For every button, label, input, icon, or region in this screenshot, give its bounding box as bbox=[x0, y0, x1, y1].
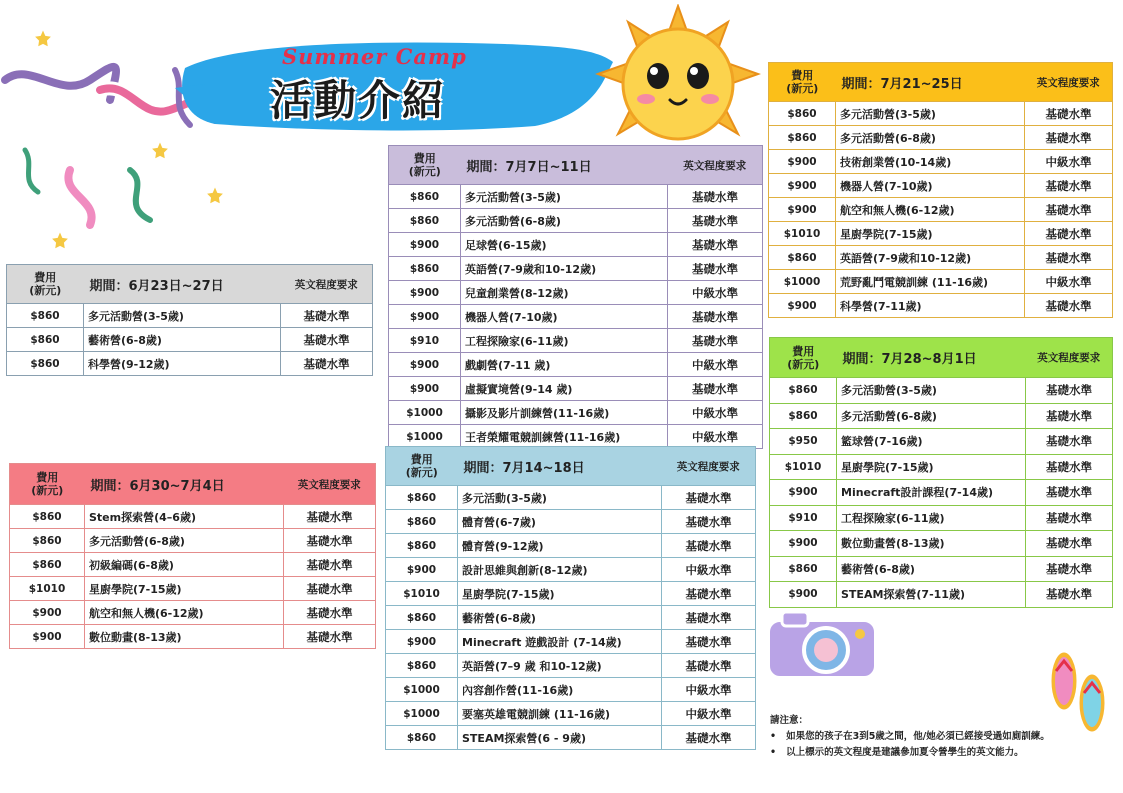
level-cell: 基礎水準 bbox=[662, 630, 756, 654]
table-row bbox=[770, 556, 1113, 582]
level-cell: 基礎水準 bbox=[1026, 556, 1113, 582]
level-cell: 基礎水準 bbox=[1026, 454, 1113, 480]
table-row bbox=[7, 328, 373, 352]
fee-cell: $860 bbox=[7, 352, 84, 376]
level-cell: 中級水準 bbox=[668, 425, 763, 449]
table-row bbox=[10, 625, 376, 649]
camp-name-cell: 數位動畫(8-13歲) bbox=[85, 625, 284, 649]
level-header: 英文程度要求 bbox=[294, 278, 358, 291]
fee-cell: $860 bbox=[389, 209, 461, 233]
level-cell: 基礎水準 bbox=[1025, 174, 1113, 198]
camp-name-cell: 藝術營(6-8歲) bbox=[458, 606, 662, 630]
fee-cell: $900 bbox=[389, 281, 461, 305]
table-row bbox=[389, 209, 763, 233]
level-cell: 基礎水準 bbox=[1026, 505, 1113, 531]
level-cell: 基礎水準 bbox=[1025, 126, 1113, 150]
table-row bbox=[769, 222, 1113, 246]
fee-cell: $1010 bbox=[770, 454, 837, 480]
camp-name-cell: 藝術營(6-8歲) bbox=[84, 328, 281, 352]
fee-cell: $900 bbox=[770, 480, 837, 506]
level-cell: 基礎水準 bbox=[1026, 403, 1113, 429]
table-row bbox=[386, 606, 756, 630]
table-row bbox=[386, 534, 756, 558]
table-row bbox=[769, 102, 1113, 126]
camp-name-cell: 英語營(7-9歲和10-12歲) bbox=[836, 246, 1025, 270]
table-row bbox=[386, 630, 756, 654]
fee-cell: $1000 bbox=[389, 425, 461, 449]
level-cell: 基礎水準 bbox=[1026, 531, 1113, 557]
camp-name-cell: 體育營(6-7歲) bbox=[458, 510, 662, 534]
fee-cell: $860 bbox=[770, 403, 837, 429]
camp-name-cell: 虛擬實境營(9-14 歲) bbox=[461, 377, 668, 401]
camp-name-cell: 機器人營(7-10歲) bbox=[461, 305, 668, 329]
fee-cell: $900 bbox=[769, 174, 836, 198]
fee-cell: $900 bbox=[386, 630, 458, 654]
fee-cell: $860 bbox=[10, 529, 85, 553]
schedule-table-jul14 bbox=[385, 446, 756, 750]
table-row bbox=[769, 270, 1113, 294]
fee-cell: $900 bbox=[770, 582, 837, 608]
level-cell: 基礎水準 bbox=[284, 553, 376, 577]
camp-name-cell: STEAM探索營(7-11歲) bbox=[837, 582, 1026, 608]
camp-name-cell: 多元活動(3-5歲) bbox=[458, 486, 662, 510]
notes-heading: 請注意： bbox=[770, 715, 809, 726]
table-row bbox=[10, 505, 376, 529]
level-cell: 基礎水準 bbox=[284, 529, 376, 553]
camera-icon bbox=[764, 608, 884, 680]
table-row bbox=[389, 401, 763, 425]
table-row bbox=[770, 378, 1113, 404]
level-cell: 基礎水準 bbox=[668, 329, 763, 353]
camp-name-cell: 多元活動營(3-5歲) bbox=[84, 304, 281, 328]
level-cell: 基礎水準 bbox=[1025, 222, 1113, 246]
camp-name-cell: 多元活動營(3-5歲) bbox=[837, 378, 1026, 404]
table-row bbox=[386, 678, 756, 702]
level-header: 英文程度要求 bbox=[1037, 352, 1101, 364]
period-header: 期間：6月30~7月4日 bbox=[90, 478, 225, 494]
camp-name-cell: Minecraft設計課程(7-14歲) bbox=[837, 480, 1026, 506]
fee-cell: $860 bbox=[386, 654, 458, 678]
note-item: • 以上標示的英文程度是建議參加夏令營學生的英文能力。 bbox=[770, 747, 1024, 758]
period-header: 期間：7月14~18日 bbox=[463, 460, 585, 476]
fee-cell: $1010 bbox=[386, 582, 458, 606]
fee-cell: $1000 bbox=[389, 401, 461, 425]
table-row bbox=[386, 726, 756, 750]
page-title: 活動介紹 bbox=[270, 76, 447, 125]
level-cell: 中級水準 bbox=[1025, 270, 1113, 294]
level-cell: 基礎水準 bbox=[662, 606, 756, 630]
table-row bbox=[389, 233, 763, 257]
level-cell: 基礎水準 bbox=[281, 328, 373, 352]
table-row bbox=[769, 246, 1113, 270]
camp-name-cell: 機器人營(7-10歲) bbox=[836, 174, 1025, 198]
fee-cell: $860 bbox=[10, 553, 85, 577]
level-cell: 基礎水準 bbox=[1026, 378, 1113, 404]
table-row bbox=[386, 654, 756, 678]
level-cell: 基礎水準 bbox=[668, 305, 763, 329]
fee-cell: $1000 bbox=[386, 702, 458, 726]
table-row bbox=[770, 531, 1113, 557]
level-cell: 中級水準 bbox=[668, 401, 763, 425]
camp-name-cell: 多元活動營(6-8歲) bbox=[837, 403, 1026, 429]
level-cell: 基礎水準 bbox=[1026, 582, 1113, 608]
table-row bbox=[770, 429, 1113, 455]
level-cell: 基礎水準 bbox=[668, 185, 763, 209]
camp-name-cell: 王者榮耀電競訓練營(11-16歲) bbox=[461, 425, 668, 449]
table-row bbox=[770, 480, 1113, 506]
camp-name-cell: Stem探索營(4–6歲) bbox=[85, 505, 284, 529]
table-row bbox=[389, 377, 763, 401]
camp-name-cell: 設計思維與創新(8-12歲) bbox=[458, 558, 662, 582]
camp-name-cell: 多元活動營(6-8歲) bbox=[461, 209, 668, 233]
level-cell: 基礎水準 bbox=[1025, 246, 1113, 270]
fee-cell: $910 bbox=[770, 505, 837, 531]
camp-name-cell: Minecraft 遊戲設計 (7-14歲) bbox=[458, 630, 662, 654]
camp-name-cell: 星廚學院(7-15歲) bbox=[85, 577, 284, 601]
level-cell: 基礎水準 bbox=[662, 654, 756, 678]
fee-cell: $860 bbox=[769, 126, 836, 150]
table-row bbox=[10, 577, 376, 601]
fee-cell: $900 bbox=[389, 305, 461, 329]
fee-cell: $900 bbox=[769, 198, 836, 222]
level-cell: 基礎水準 bbox=[668, 257, 763, 281]
level-cell: 中級水準 bbox=[662, 558, 756, 582]
fee-cell: $1000 bbox=[386, 678, 458, 702]
level-cell: 基礎水準 bbox=[662, 726, 756, 750]
fee-cell: $860 bbox=[389, 185, 461, 209]
table-row bbox=[769, 294, 1113, 318]
camp-name-cell: 多元活動營(3-5歲) bbox=[836, 102, 1025, 126]
table-row bbox=[389, 281, 763, 305]
fee-cell: $860 bbox=[386, 726, 458, 750]
fee-cell: $860 bbox=[389, 257, 461, 281]
summer-camp-heading: Summer Camp bbox=[282, 44, 467, 69]
table-row bbox=[770, 582, 1113, 608]
period-header: 期間：7月21~25日 bbox=[841, 76, 963, 92]
fee-cell: $900 bbox=[389, 353, 461, 377]
schedule-table-jun30 bbox=[9, 463, 376, 649]
camp-name-cell: 戲劇營(7-11 歲) bbox=[461, 353, 668, 377]
camp-name-cell: 攝影及影片訓練營(11-16歲) bbox=[461, 401, 668, 425]
level-cell: 基礎水準 bbox=[662, 486, 756, 510]
table-row bbox=[10, 601, 376, 625]
level-cell: 基礎水準 bbox=[281, 304, 373, 328]
table-row bbox=[770, 505, 1113, 531]
schedule-table-jun23 bbox=[6, 264, 373, 376]
table-row bbox=[386, 582, 756, 606]
schedule-table-jul7 bbox=[388, 145, 763, 449]
table-row bbox=[386, 486, 756, 510]
table-row bbox=[389, 329, 763, 353]
camp-name-cell: 星廚學院(7-15歲) bbox=[837, 454, 1026, 480]
camp-name-cell: 英語營(7–9 歲 和10-12歲) bbox=[458, 654, 662, 678]
camp-name-cell: 足球營(6-15歲) bbox=[461, 233, 668, 257]
period-header: 期間：7月7日~11日 bbox=[466, 159, 592, 175]
fee-cell: $1000 bbox=[769, 270, 836, 294]
level-header: 英文程度要求 bbox=[683, 159, 747, 172]
table-row bbox=[769, 126, 1113, 150]
camp-name-cell: 多元活動營(6-8歲) bbox=[85, 529, 284, 553]
camp-name-cell: 多元活動營(6-8歲) bbox=[836, 126, 1025, 150]
sun-illustration bbox=[588, 4, 768, 154]
fee-cell: $860 bbox=[769, 102, 836, 126]
fee-cell: $860 bbox=[7, 328, 84, 352]
notes-section bbox=[770, 713, 1050, 761]
fee-cell: $950 bbox=[770, 429, 837, 455]
fee-cell: $900 bbox=[770, 531, 837, 557]
camp-name-cell: 星廚學院(7-15歲) bbox=[836, 222, 1025, 246]
camp-name-cell: 藝術營(6-8歲) bbox=[837, 556, 1026, 582]
fee-header: 費用 (新元) bbox=[787, 344, 820, 371]
level-cell: 中級水準 bbox=[668, 353, 763, 377]
fee-header: 費用 (新元) bbox=[405, 453, 438, 479]
level-cell: 基礎水準 bbox=[284, 625, 376, 649]
level-cell: 基礎水準 bbox=[284, 577, 376, 601]
table-row bbox=[386, 510, 756, 534]
table-row bbox=[389, 353, 763, 377]
camp-name-cell: 航空和無人機(6-12歲) bbox=[85, 601, 284, 625]
level-cell: 基礎水準 bbox=[284, 505, 376, 529]
level-cell: 基礎水準 bbox=[668, 209, 763, 233]
level-cell: 基礎水準 bbox=[1025, 198, 1113, 222]
schedule-table-jul21 bbox=[768, 62, 1113, 318]
camp-name-cell: 工程探險家(6-11歲) bbox=[837, 505, 1026, 531]
level-cell: 基礎水準 bbox=[1026, 429, 1113, 455]
camp-name-cell: 工程探險家(6-11歲) bbox=[461, 329, 668, 353]
table-row bbox=[389, 257, 763, 281]
camp-name-cell: 籃球營(7-16歲) bbox=[837, 429, 1026, 455]
fee-header: 費用 (新元) bbox=[786, 69, 819, 95]
fee-cell: $860 bbox=[770, 378, 837, 404]
camp-name-cell: 科學營(9-12歲) bbox=[84, 352, 281, 376]
level-cell: 基礎水準 bbox=[1025, 102, 1113, 126]
fee-cell: $910 bbox=[389, 329, 461, 353]
fee-cell: $900 bbox=[10, 625, 85, 649]
fee-cell: $860 bbox=[386, 534, 458, 558]
table-row bbox=[386, 558, 756, 582]
level-header: 英文程度要求 bbox=[676, 460, 740, 473]
fee-cell: $900 bbox=[386, 558, 458, 582]
level-cell: 基礎水準 bbox=[662, 510, 756, 534]
level-cell: 中級水準 bbox=[662, 678, 756, 702]
table-row bbox=[769, 174, 1113, 198]
level-cell: 基礎水準 bbox=[284, 601, 376, 625]
fee-cell: $900 bbox=[389, 377, 461, 401]
table-row bbox=[386, 702, 756, 726]
flip-flops-icon bbox=[1044, 645, 1114, 740]
camp-name-cell: 多元活動營(3-5歲) bbox=[461, 185, 668, 209]
fee-header: 費用 (新元) bbox=[408, 152, 441, 178]
fee-cell: $900 bbox=[389, 233, 461, 257]
level-cell: 基礎水準 bbox=[668, 233, 763, 257]
camp-name-cell: 航空和無人機(6-12歲) bbox=[836, 198, 1025, 222]
period-header: 期間：7月28~8月1日 bbox=[842, 352, 977, 367]
level-cell: 基礎水準 bbox=[1026, 480, 1113, 506]
level-cell: 中級水準 bbox=[668, 281, 763, 305]
fee-cell: $860 bbox=[386, 510, 458, 534]
fee-cell: $1010 bbox=[10, 577, 85, 601]
fee-cell: $1010 bbox=[769, 222, 836, 246]
camp-name-cell: 要塞英雄電競訓練 (11-16歲) bbox=[458, 702, 662, 726]
level-header: 英文程度要求 bbox=[1036, 76, 1100, 89]
level-cell: 基礎水準 bbox=[281, 352, 373, 376]
table-row bbox=[389, 185, 763, 209]
camp-name-cell: 荒野亂鬥電競訓練 (11-16歲) bbox=[836, 270, 1025, 294]
schedule-table-jul28 bbox=[769, 337, 1113, 608]
table-row bbox=[770, 403, 1113, 429]
camp-name-cell: 兒童創業營(8-12歲) bbox=[461, 281, 668, 305]
level-cell: 基礎水準 bbox=[662, 582, 756, 606]
fee-cell: $860 bbox=[7, 304, 84, 328]
camp-name-cell: 星廚學院(7-15歲) bbox=[458, 582, 662, 606]
fee-cell: $860 bbox=[770, 556, 837, 582]
camp-name-cell: 體育營(9-12歲) bbox=[458, 534, 662, 558]
table-row bbox=[389, 425, 763, 449]
level-cell: 基礎水準 bbox=[662, 534, 756, 558]
fee-cell: $860 bbox=[769, 246, 836, 270]
camp-name-cell: 英語營(7-9歲和10-12歲) bbox=[461, 257, 668, 281]
fee-cell: $900 bbox=[10, 601, 85, 625]
fee-cell: $860 bbox=[386, 486, 458, 510]
level-cell: 基礎水準 bbox=[1025, 294, 1113, 318]
level-cell: 中級水準 bbox=[1025, 150, 1113, 174]
camp-name-cell: 初級編碼(6-8歲) bbox=[85, 553, 284, 577]
table-row bbox=[769, 150, 1113, 174]
camp-name-cell: 數位動畫營(8-13歲) bbox=[837, 531, 1026, 557]
table-row bbox=[7, 304, 373, 328]
fee-header: 費用 (新元) bbox=[31, 471, 64, 497]
level-cell: 基礎水準 bbox=[668, 377, 763, 401]
level-cell: 中級水準 bbox=[662, 702, 756, 726]
note-item: • 如果您的孩子在3到5歲之間，他/她必須已經接受過如廁訓練。 bbox=[770, 731, 1050, 742]
camp-name-cell: STEAM探索營(6 - 9歲) bbox=[458, 726, 662, 750]
camp-name-cell: 技術創業營(10-14歲) bbox=[836, 150, 1025, 174]
table-row bbox=[10, 529, 376, 553]
table-row bbox=[769, 198, 1113, 222]
table-row bbox=[7, 352, 373, 376]
fee-header: 費用 (新元) bbox=[29, 271, 62, 297]
fee-cell: $860 bbox=[10, 505, 85, 529]
camp-name-cell: 科學營(7-11歲) bbox=[836, 294, 1025, 318]
camp-name-cell: 內容創作營(11-16歲) bbox=[458, 678, 662, 702]
fee-cell: $900 bbox=[769, 294, 836, 318]
fee-cell: $900 bbox=[769, 150, 836, 174]
fee-cell: $860 bbox=[386, 606, 458, 630]
table-row bbox=[770, 454, 1113, 480]
period-header: 期間：6月23日~27日 bbox=[89, 278, 224, 294]
table-row bbox=[389, 305, 763, 329]
table-row bbox=[10, 553, 376, 577]
level-header: 英文程度要求 bbox=[297, 478, 361, 491]
